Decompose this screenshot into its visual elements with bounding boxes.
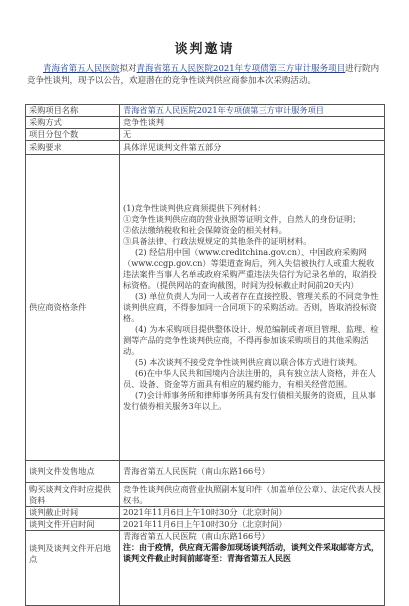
- procurement-info-table: [25, 104, 385, 606]
- key-doc-sale-location: 谈判文件发售地点: [26, 461, 120, 483]
- row-deadline: [26, 507, 385, 519]
- row-required-materials: [26, 483, 385, 507]
- row-project-name: [26, 105, 385, 117]
- qualification-line: ①竞争性谈判供应商的营业执照等证明文件，自然人的身份证明；: [123, 214, 361, 224]
- intro-project: 青海省第五人民医院2021年专项债第三方审计服务项目: [136, 64, 346, 74]
- qualification-line: (2) 经信用中国（www.creditchina.gov.cn）、中国政府采购网（www.ccgp.gov.cn）等渠道查询后，列入失信被执行人或重大税收违法案件当事人名单或政府采购严重违法失信行为记录名单的，取消投标资格。（提供网站的查询截图，时间为投标截止时间前20天内）: [123, 247, 377, 290]
- opening-location-note: 注：由于疫情，供应商无需参加现场谈判活动，谈判文件采取邮寄方式，谈判文件截止时间前邮寄至：青海省第五人民医: [123, 543, 379, 563]
- qualification-line: (5) 本次谈判不接受竞争性谈判供应商以联合体方式进行谈判。: [135, 357, 363, 367]
- intro-unit: 青海省第五人民医院: [43, 64, 120, 74]
- qualification-line: (4) 为本采购项目提供整体设计、规范编制或者项目管理、监理、检测等产品的竞争性谈判供应商，不得再参加该采购项目的其他采购活动。: [123, 324, 379, 356]
- key-project-name: 采购项目名称: [26, 105, 120, 117]
- value-opening-location: [120, 531, 385, 606]
- key-opening-time: 谈判文件开启时间: [26, 519, 120, 531]
- value-qualifications: [120, 155, 385, 461]
- row-opening-time: [26, 519, 385, 531]
- row-lot-count: [26, 129, 385, 141]
- qualification-line: ②依法缴纳税收和社会保障资金的相关材料。: [123, 225, 287, 235]
- value-project-name: 青海省第五人民医院2021年专项债第三方审计服务项目: [120, 105, 385, 117]
- row-procurement-method: [26, 117, 385, 129]
- value-lot-count: 无: [120, 129, 385, 141]
- intro-part1: 拟对: [119, 64, 137, 74]
- row-doc-sale-location: [26, 461, 385, 483]
- key-opening-location: 谈判及谈判文件开启地点: [26, 531, 120, 606]
- value-doc-sale-location: 青海省第五人民医院（南山东路166号）: [120, 461, 385, 483]
- qualification-line: ③具备法律、行政法规规定的其他条件的证明材料。: [123, 236, 312, 246]
- row-requirements: [26, 141, 385, 155]
- value-opening-time: 2021年11月6日上午10时30分（北京时间）: [120, 519, 385, 531]
- value-required-materials: 竞争性谈判供应商营业执照副本复印件（加盖单位公章）、法定代表人授权书。: [120, 483, 385, 507]
- value-requirements: 具体详见谈判文件第五部分: [120, 141, 385, 155]
- intro-paragraph: [27, 64, 385, 87]
- intro-part2: 进行院内竞争性谈判，现予以公告，欢迎潜在的竞争性谈判供应商参加本次采购活动。: [27, 64, 380, 86]
- value-procurement-method: 竞争性谈判: [120, 117, 385, 129]
- row-opening-location: [26, 531, 385, 606]
- document-title: 谈判邀请: [174, 42, 235, 57]
- qualification-line: (3) 单位负责人为同一人或者存在直接控股、管理关系的不同竞争性谈判供应商，不得参加同一合同项下的采购活动。否则，皆取消投标资格。: [123, 291, 379, 323]
- row-qualifications: [26, 155, 385, 461]
- key-qualifications: 供应商资格条件: [26, 155, 120, 461]
- opening-location-address: 青海省第五人民医院（南山东路166号）: [123, 531, 270, 541]
- qualification-line: (6)在中华人民共和国境内合法注册的，具有独立法人资格，并在人员、设备、资金等方面具有相应的履约能力，有相关经营范围。: [123, 368, 376, 389]
- key-requirements: 采购要求: [26, 141, 120, 155]
- qualification-line: (1)竞争性谈判供应商须提供下列材料：: [123, 203, 266, 213]
- qualification-line: (7)会计师事务所和律师事务所具有发行债相关服务的资质，且从事发行债券相关服务3年以上。: [123, 390, 376, 411]
- value-deadline: 2021年11月6日上午10时30分（北京时间）: [120, 507, 385, 519]
- key-deadline: 谈判截止时间: [26, 507, 120, 519]
- key-lot-count: 项目分包个数: [26, 129, 120, 141]
- key-procurement-method: 采购方式: [26, 117, 120, 129]
- key-required-materials: 购买谈判文件时应提供资料: [26, 483, 120, 507]
